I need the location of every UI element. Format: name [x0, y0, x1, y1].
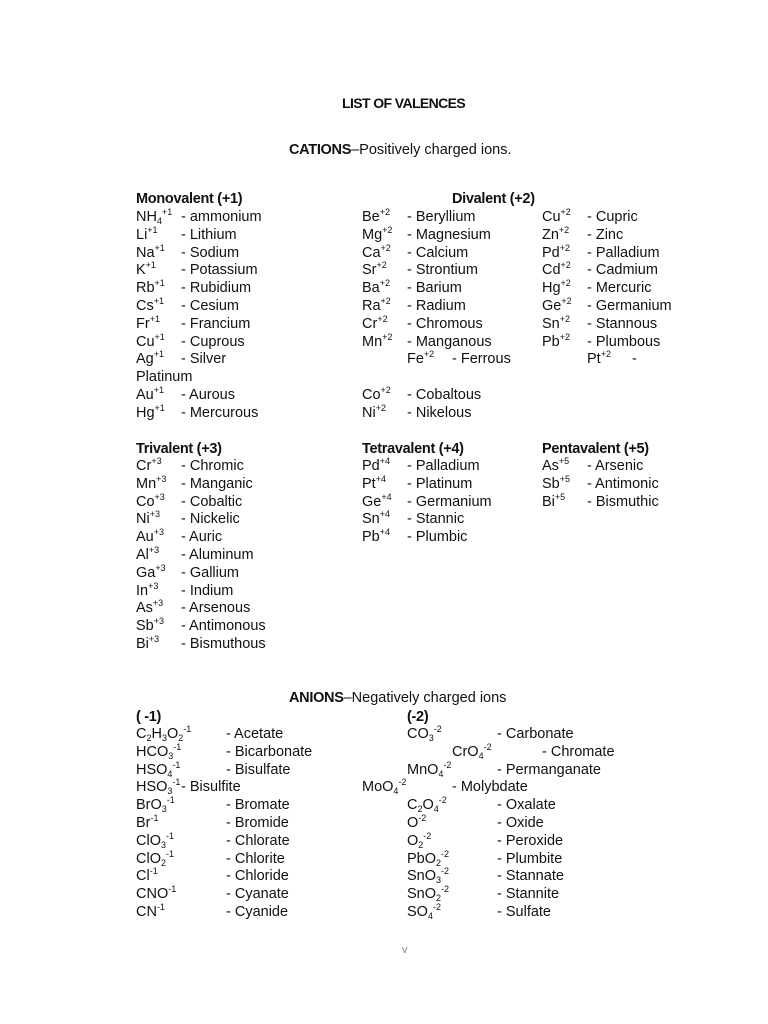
- divalent-ion-name: - Stannous: [587, 315, 658, 332]
- anion-minus1-ion-name: - Chlorite: [226, 850, 285, 867]
- divalent-ion-name: - Manganous: [407, 333, 492, 350]
- divalent-ion-name: - Magnesium: [407, 226, 491, 243]
- divalent-ion-name: - Germanium: [587, 298, 672, 314]
- monovalent-ion-name: - Rubidium: [181, 280, 252, 297]
- trivalent-ion-name: - Bismuthous: [181, 636, 266, 652]
- tetravalent-ion-name: - Germanium: [407, 493, 492, 510]
- anion-minus1-ion-name: - Cyanide: [226, 904, 289, 920]
- anion-minus2-ion-name: - Permanganate: [497, 761, 601, 778]
- divalent-ion-name: - Nikelous: [407, 404, 472, 421]
- anion-minus1-ion-name: - Acetate: [226, 726, 284, 742]
- divalent-ion-symbol: $Ni^{+2}$: [362, 402, 386, 421]
- divalent-ion-name: - Cadmium: [587, 262, 658, 279]
- anion-minus1-ion-formula: $Cl^{-1}$: [136, 866, 158, 885]
- anion-minus2-ion-name: - Stannate: [497, 868, 564, 885]
- tetravalent-heading: Tetravalent (+4): [362, 441, 464, 457]
- trivalent-ion-symbol: $Cr^{+3}$: [136, 456, 162, 474]
- tetravalent-ion-symbol: $Sn^{+4}$: [362, 509, 391, 528]
- divalent-ion-symbol: $Cr^{+2}$: [362, 313, 388, 332]
- anion-minus1-ion-formula: $C_2H_3O_2^{-1}$: [136, 724, 192, 743]
- divalent-ion-symbol: $Hg^{+2}$: [542, 278, 571, 297]
- divalent-ion-name: - Strontium: [407, 262, 478, 279]
- anion-minus1-ion-formula: ClO$_2^{-1}$: [136, 848, 175, 868]
- divalent-ion-name: - Radium: [407, 298, 466, 314]
- pentavalent-ion-symbol: $Sb^{+5}$: [542, 473, 571, 492]
- trivalent-ion-symbol: $In^{+3}$: [136, 580, 159, 599]
- tetravalent-ion-name: - Palladium: [407, 458, 480, 474]
- anion-minus1-ion-formula: $HSO_4^{-1}$: [136, 759, 181, 779]
- anion-minus1-ion-formula: $HCO_3^{-1}$: [136, 741, 182, 761]
- trivalent-ion-name: - Nickelic: [181, 511, 240, 528]
- anion-minus2-ion-formula: PbO$_2^{-2}$: [407, 848, 450, 868]
- trivalent-ion-name: - Auric: [181, 529, 223, 546]
- anion-minus1-ion-formula: $CN^{-1}$: [136, 902, 165, 920]
- anion-minus1-ion-formula: $Br^{-1}$: [136, 813, 159, 831]
- anion-minus1-ion-name: - Bisulfate: [226, 761, 291, 778]
- pentavalent-ion-symbol: $As^{+5}$: [542, 456, 570, 474]
- monovalent-ion-symbol: $Ag^{+1}$: [136, 349, 165, 368]
- anion-minus2-ion-formula: SnO$_2^{-2}$: [407, 884, 450, 904]
- anion-minus2-ion-formula: $CO_3^{-2}$: [407, 724, 442, 743]
- anion-minus2-heading: (-2): [407, 709, 429, 725]
- monovalent-ion-symbol: $Cu^{+1}$: [136, 331, 165, 350]
- divalent-ion-name: - Barium: [407, 280, 462, 297]
- cations-label: CATIONS: [289, 142, 352, 158]
- anion-minus2-ion-formula: MoO$_4^{-2}$: [362, 777, 407, 797]
- anion-minus1-ion-formula: $HSO_3^{-1}$: [136, 777, 181, 797]
- monovalent-ion-name: - Cesium: [181, 298, 240, 314]
- tetravalent-ion-symbol: $Ge^{+4}$: [362, 491, 392, 510]
- divalent-ion-symbol: $Fe^{+2}$: [407, 349, 435, 368]
- anions-description: –Negatively charged ions: [343, 690, 507, 706]
- monovalent-ion-name: - Aurous: [181, 387, 235, 403]
- anion-minus2-ion-formula: MnO$_4^{-2}$: [407, 759, 452, 779]
- divalent-ion-name: - Cobaltous: [407, 387, 482, 403]
- anion-minus1-ion-name: - Cyanate: [226, 886, 289, 903]
- trivalent-ion-symbol: $Bi^{+3}$: [136, 634, 160, 652]
- anion-minus2-ion-formula: CrO$_4^{-2}$: [452, 741, 492, 761]
- divalent-ion-name: - Calcium: [407, 244, 469, 261]
- anion-minus2-ion-name: - Stannite: [497, 886, 560, 903]
- monovalent-ion-symbol: $Li^{+1}$: [136, 224, 158, 243]
- anion-minus1-ion-name: - Bromide: [226, 815, 289, 831]
- divalent-ion-symbol: $Ra^{+2}$: [362, 296, 391, 314]
- tetravalent-ion-name: - Stannic: [407, 511, 465, 528]
- anions-label: ANIONS: [289, 690, 344, 706]
- monovalent-ion-symbol: $Au^{+1}$: [136, 385, 165, 403]
- divalent-ion-symbol: $Mg^{+2}$: [362, 224, 393, 243]
- pentavalent-heading: Pentavalent (+5): [542, 441, 649, 457]
- divalent-ion-symbol: $Pd^{+2}$: [542, 242, 571, 261]
- trivalent-ion-name: - Chromic: [181, 458, 244, 474]
- trivalent-ion-symbol: $Sb^{+3}$: [136, 616, 165, 635]
- anion-minus1-ion-formula: $CNO^{-1}$: [136, 884, 177, 903]
- pentavalent-ion-symbol: $Bi^{+5}$: [542, 491, 566, 510]
- trivalent-ion-symbol: $Ni^{+3}$: [136, 509, 160, 528]
- monovalent-ion-name: - Sodium: [181, 244, 240, 261]
- trivalent-ion-name: - Antimonous: [181, 618, 266, 635]
- tetravalent-ion-name: - Platinum: [407, 475, 473, 492]
- anion-minus2-ion-name: - Molybdate: [452, 779, 528, 796]
- divalent-ion-name: - Zinc: [587, 226, 624, 243]
- divalent-ion-name: - Ferrous: [452, 351, 511, 368]
- divalent-ion-symbol: $Cu^{+2}$: [542, 207, 571, 225]
- trivalent-ion-symbol: $Mn^{+3}$: [136, 473, 167, 492]
- trivalent-ion-name: - Indium: [181, 582, 234, 599]
- anion-minus1-ion-name: - Chloride: [226, 868, 289, 885]
- monovalent-ion-name: - Silver: [181, 351, 227, 368]
- anion-minus1-ion-name: - Bisulfite: [181, 779, 241, 796]
- anion-minus2-ion-name: - Plumbite: [497, 850, 563, 867]
- anion-minus2-ion-name: - Oxalate: [497, 797, 556, 814]
- anion-minus2-ion-name: - Chromate: [542, 743, 615, 760]
- anion-minus2-ion-name: - Oxide: [497, 815, 544, 831]
- monovalent-ion-symbol: $Cs^{+1}$: [136, 296, 164, 314]
- tetravalent-ion-name: - Plumbic: [407, 529, 468, 546]
- anion-minus1-ion-name: - Bromate: [226, 797, 290, 814]
- divalent-ion-symbol: $Ba^{+2}$: [362, 278, 391, 297]
- anion-minus1-heading: ( -1): [136, 709, 162, 725]
- divalent-ion-symbol: $Ca^{+2}$: [362, 242, 391, 261]
- divalent-ion-symbol: $Sn^{+2}$: [542, 313, 571, 332]
- anion-minus2-ion-formula: $O^{-2}$: [407, 813, 427, 831]
- anions-heading: [289, 690, 506, 707]
- page-number: v: [402, 944, 408, 956]
- anion-minus2-ion-formula: $SO_4^{-2}$: [407, 902, 441, 921]
- divalent-ion-name: - Beryllium: [407, 209, 476, 225]
- anion-minus2-ion-name: - Peroxide: [497, 832, 564, 849]
- trivalent-ion-symbol: $Al^{+3}$: [136, 545, 160, 563]
- divalent-ion-name: - Palladium: [587, 244, 660, 261]
- pentavalent-ion-name: - Arsenic: [587, 458, 644, 474]
- divalent-ion-symbol: $Mn^{+2}$: [362, 331, 393, 350]
- trivalent-ion-name: - Arsenous: [181, 600, 251, 617]
- tetravalent-ion-symbol: $Pd^{+4}$: [362, 456, 391, 474]
- pentavalent-ion-name: - Antimonic: [587, 475, 659, 492]
- anion-minus1-ion-name: - Chlorate: [226, 832, 290, 849]
- monovalent-ion-name: - Mercurous: [181, 404, 259, 421]
- divalent-ion-symbol: $Sr^{+2}$: [362, 260, 387, 279]
- pentavalent-ion-name: - Bismuthic: [587, 493, 659, 510]
- tetravalent-ion-symbol: $Pt^{+4}$: [362, 473, 386, 492]
- divalent-ion-name: -: [632, 351, 637, 368]
- monovalent-ion-name: - Francium: [181, 315, 251, 332]
- anion-minus1-ion-formula: BrO$_3^{-1}$: [136, 795, 175, 815]
- tetravalent-ion-symbol: $Pb^{+4}$: [362, 527, 391, 546]
- divalent-ion-symbol: $Cd^{+2}$: [542, 260, 571, 279]
- anion-minus2-ion-formula: $C_2O_4^{-2}$: [407, 795, 447, 815]
- monovalent-ion-symbol: $Na^{+1}$: [136, 242, 165, 261]
- anion-minus2-ion-formula: $O_2^{-2}$: [407, 830, 432, 850]
- trivalent-ion-name: - Aluminum: [181, 547, 254, 563]
- divalent-ion-symbol: $Be^{+2}$: [362, 207, 391, 225]
- trivalent-ion-symbol: $Au^{+3}$: [136, 527, 165, 546]
- monovalent-ion-name: - Lithium: [181, 226, 237, 243]
- monovalent-ion-name: - Potassium: [181, 262, 258, 279]
- trivalent-ion-symbol: $Ga^{+3}$: [136, 562, 166, 581]
- divalent-ion-symbol: $Zn^{+2}$: [542, 224, 570, 243]
- divalent-ion-name: - Mercuric: [587, 280, 652, 297]
- anion-minus2-ion-name: - Sulfate: [497, 904, 551, 920]
- monovalent-ion-symbol: $Rb^{+1}$: [136, 278, 165, 297]
- anion-minus2-ion-name: - Carbonate: [497, 726, 574, 742]
- page-title: LIST OF VALENCES: [342, 95, 466, 111]
- anion-minus1-ion-name: - Bicarbonate: [226, 743, 313, 760]
- trivalent-heading: Trivalent (+3): [136, 441, 222, 457]
- anion-minus1-ion-formula: ClO$_3^{-1}$: [136, 830, 175, 850]
- monovalent-ion-symbol: $K^{+1}$: [136, 260, 156, 279]
- trivalent-ion-symbol: $Co^{+3}$: [136, 491, 165, 510]
- monovalent-ion-name: - Cuprous: [181, 333, 245, 350]
- monovalent-ion-symbol: $Hg^{+1}$: [136, 402, 165, 421]
- monovalent-ion-name: - ammonium: [181, 209, 262, 225]
- trivalent-ion-symbol: $As^{+3}$: [136, 598, 164, 617]
- cations-description: –Positively charged ions.: [351, 142, 512, 158]
- divalent-ion-name: - Cupric: [587, 209, 638, 225]
- divalent-ion-symbol: $Ge^{+2}$: [542, 296, 572, 314]
- divalent-ion-symbol: $Pt^{+2}$: [587, 349, 611, 368]
- cations-heading: [289, 142, 511, 159]
- trivalent-ion-name: - Cobaltic: [181, 493, 243, 510]
- monovalent-ion-symbol: $NH_4^{+1}$: [136, 207, 173, 226]
- monovalent-heading: Monovalent (+1): [136, 191, 243, 207]
- platinum-wrap-text: Platinum: [136, 369, 193, 385]
- monovalent-ion-symbol: $Fr^{+1}$: [136, 313, 160, 332]
- trivalent-ion-name: - Gallium: [181, 564, 240, 581]
- trivalent-ion-name: - Manganic: [181, 475, 253, 492]
- divalent-ion-name: - Plumbous: [587, 333, 661, 350]
- anion-minus2-ion-formula: SnO$_3^{-2}$: [407, 866, 450, 886]
- divalent-ion-symbol: $Pb^{+2}$: [542, 331, 571, 350]
- divalent-heading: Divalent (+2): [452, 191, 535, 207]
- divalent-ion-name: - Chromous: [407, 315, 483, 332]
- divalent-ion-symbol: $Co^{+2}$: [362, 385, 391, 403]
